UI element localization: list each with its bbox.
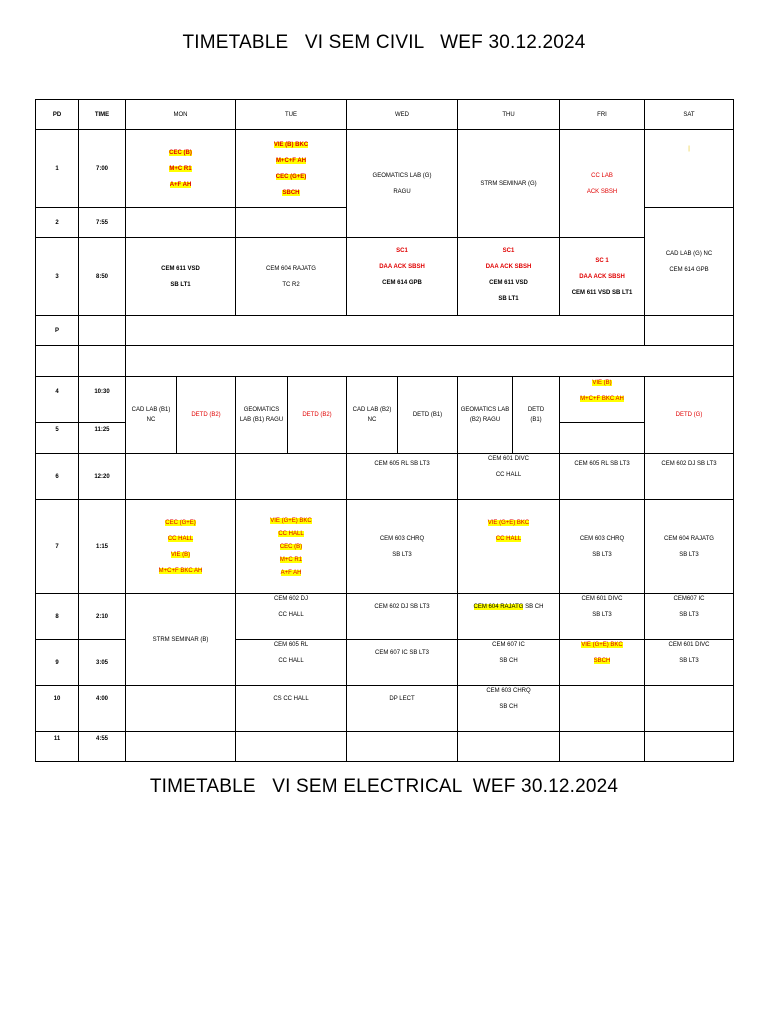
cell-thu-p6: CEM 601 DIVC CC HALL <box>458 454 560 500</box>
cell-tue-p8: CEM 602 DJ CC HALL <box>236 594 347 640</box>
cell-fri-p3: SC 1 DAA ACK SBSH CEM 611 VSD SB LT1 <box>560 238 645 316</box>
cell-thu-p3: SC1 DAA ACK SBSH CEM 611 VSD SB LT1 <box>458 238 560 316</box>
cell-fri-p7: CEM 603 CHRQ SB LT3 <box>560 500 645 594</box>
period-time: 7:00 <box>79 130 126 208</box>
cell-tue-p1: VIE (B) BKC M+C+F AH CEC (G+E) SBCH <box>236 130 347 208</box>
period-number: 2 <box>36 208 79 238</box>
cell-mon-p11 <box>126 732 236 762</box>
period-row-11 <box>36 732 734 762</box>
cell-thu-p8: CEM 604 RAJATG SB CH <box>458 594 560 640</box>
header-time: TIME <box>79 100 126 130</box>
period-number: P <box>36 316 79 346</box>
period-number: 10 <box>36 686 79 732</box>
period-time: 3:05 <box>79 640 126 686</box>
cell-tue-p9: CEM 605 RL CC HALL <box>236 640 347 686</box>
cell-tue-p10: CS CC HALL <box>236 686 347 732</box>
cell-wed-p4-b: DETD (B1) <box>398 377 458 454</box>
header-thu: THU <box>458 100 560 130</box>
cell-fri-p5 <box>560 423 645 454</box>
electrical-timetable-title: TIMETABLE VI SEM ELECTRICAL WEF 30.12.2024 <box>149 776 619 797</box>
cell-fri-p1-p2: CC LAB ACK SBSH <box>560 130 645 238</box>
period-number: 3 <box>36 238 79 316</box>
break-cell-sat <box>645 316 734 346</box>
cell-fri-p11 <box>560 732 645 762</box>
cell-mon-p4-a: CAD LAB (B1) NC <box>126 377 177 454</box>
cell-tue-p3: CEM 604 RAJATG TC R2 <box>236 238 347 316</box>
cell-mon-p2 <box>126 208 236 238</box>
cell-sat-p6: CEM 602 DJ SB LT3 <box>645 454 734 500</box>
header-sat: SAT <box>645 100 734 130</box>
cell-tue-p4-a: GEOMATICS LAB (B1) RAGU <box>236 377 288 454</box>
cell-tue-p2 <box>236 208 347 238</box>
period-time: 11:25 <box>79 423 126 454</box>
period-time <box>79 316 126 346</box>
cell-thu-p11 <box>458 732 560 762</box>
period-number: 5 <box>36 423 79 454</box>
cell-mon-p4-b: DETD (B2) <box>177 377 236 454</box>
cell-mon-p8-p9: STRM SEMINAR (B) <box>126 594 236 686</box>
period-number: 8 <box>36 594 79 640</box>
header-tue: TUE <box>236 100 347 130</box>
cell-wed-p6: CEM 605 RL SB LT3 <box>347 454 458 500</box>
period-number: 11 <box>36 732 79 762</box>
cell-wed-p1-p2: GEOMATICS LAB (G) RAGU <box>347 130 458 238</box>
cell-tue-p7: VIE (G+E) BKC CC HALL CEC (B) M+C R1 A+F AH <box>236 500 347 594</box>
cell-thu-p7: VIE (G+E) BKC CC HALL <box>458 500 560 594</box>
period-time: 12:20 <box>79 454 126 500</box>
cell-sat-p2-p3: CAD LAB (G) NC CEM 614 GPB <box>645 208 734 316</box>
period-number: 1 <box>36 130 79 208</box>
period-time <box>79 346 126 377</box>
cell-fri-p9: VIE (G+E) BKC SBCH <box>560 640 645 686</box>
period-row-1 <box>36 130 734 208</box>
cell-mon-p1: CEC (B) M+C R1 A+F AH <box>126 130 236 208</box>
civil-timetable-title: TIMETABLE VI SEM CIVIL WEF 30.12.2024 <box>182 32 586 53</box>
period-number: 7 <box>36 500 79 594</box>
cell-thu-p4-b: DETD (B1) <box>513 377 560 454</box>
period-time: 7:55 <box>79 208 126 238</box>
cell-thu-p9: CEM 607 IC SB CH <box>458 640 560 686</box>
cell-sat-p9: CEM 601 DIVC SB LT3 <box>645 640 734 686</box>
cell-fri-p4: VIE (B) M+C+F BKC AH <box>560 377 645 423</box>
header-pd: PD <box>36 100 79 130</box>
header-fri: FRI <box>560 100 645 130</box>
period-time: 2:10 <box>79 594 126 640</box>
cell-mon-p3: CEM 611 VSD SB LT1 <box>126 238 236 316</box>
blank-row-cell <box>126 346 734 377</box>
cell-wed-p9: CEM 607 IC SB LT3 <box>347 640 458 686</box>
period-number <box>36 346 79 377</box>
period-row-6 <box>36 454 734 500</box>
cell-sat-p8: CEM607 IC SB LT3 <box>645 594 734 640</box>
header-mon: MON <box>126 100 236 130</box>
cell-wed-p11 <box>347 732 458 762</box>
cell-mon-p6 <box>126 454 236 500</box>
header-row <box>36 100 734 130</box>
cell-thu-p1-p2: STRM SEMINAR (G) <box>458 130 560 238</box>
cell-sat-p10 <box>645 686 734 732</box>
cell-thu-p10: CEM 603 CHRQ SB CH <box>458 686 560 732</box>
cell-fri-p10 <box>560 686 645 732</box>
period-time: 8:50 <box>79 238 126 316</box>
cell-wed-p4-a: CAD LAB (B2) NC <box>347 377 398 454</box>
period-row-3 <box>36 238 734 316</box>
cell-mon-p10 <box>126 686 236 732</box>
period-time: 4:00 <box>79 686 126 732</box>
cell-wed-p3: SC1 DAA ACK SBSH CEM 614 GPB <box>347 238 458 316</box>
cell-sat-p4-p5: DETD (G) <box>645 377 734 454</box>
period-row-7 <box>36 500 734 594</box>
period-row-8 <box>36 594 734 640</box>
period-number: 4 <box>36 377 79 423</box>
period-number: 9 <box>36 640 79 686</box>
cell-wed-p8: CEM 602 DJ SB LT3 <box>347 594 458 640</box>
cell-sat-p11 <box>645 732 734 762</box>
cell-wed-p7: CEM 603 CHRQ SB LT3 <box>347 500 458 594</box>
period-time: 4:55 <box>79 732 126 762</box>
period-row-4 <box>36 377 734 423</box>
civil-timetable <box>35 99 734 762</box>
cell-sat-p7: CEM 604 RAJATG SB LT3 <box>645 500 734 594</box>
period-row-p <box>36 316 734 346</box>
header-wed: WED <box>347 100 458 130</box>
cell-tue-p6 <box>236 454 347 500</box>
cell-wed-p10: DP LECT <box>347 686 458 732</box>
cell-fri-p8: CEM 601 DIVC SB LT3 <box>560 594 645 640</box>
period-number: 6 <box>36 454 79 500</box>
blank-row <box>36 346 734 377</box>
cell-tue-p4-b: DETD (B2) <box>288 377 347 454</box>
cell-thu-p4-a: GEOMATICS LAB (B2) RAGU <box>458 377 513 454</box>
cell-fri-p6: CEM 605 RL SB LT3 <box>560 454 645 500</box>
period-time: 10:30 <box>79 377 126 423</box>
break-cell-p <box>126 316 645 346</box>
cell-mon-p7: CEC (G+E) CC HALL VIE (B) M+C+F BKC AH <box>126 500 236 594</box>
cell-tue-p11 <box>236 732 347 762</box>
period-time: 1:15 <box>79 500 126 594</box>
cell-sat-p1: | <box>645 130 734 208</box>
period-row-10 <box>36 686 734 732</box>
